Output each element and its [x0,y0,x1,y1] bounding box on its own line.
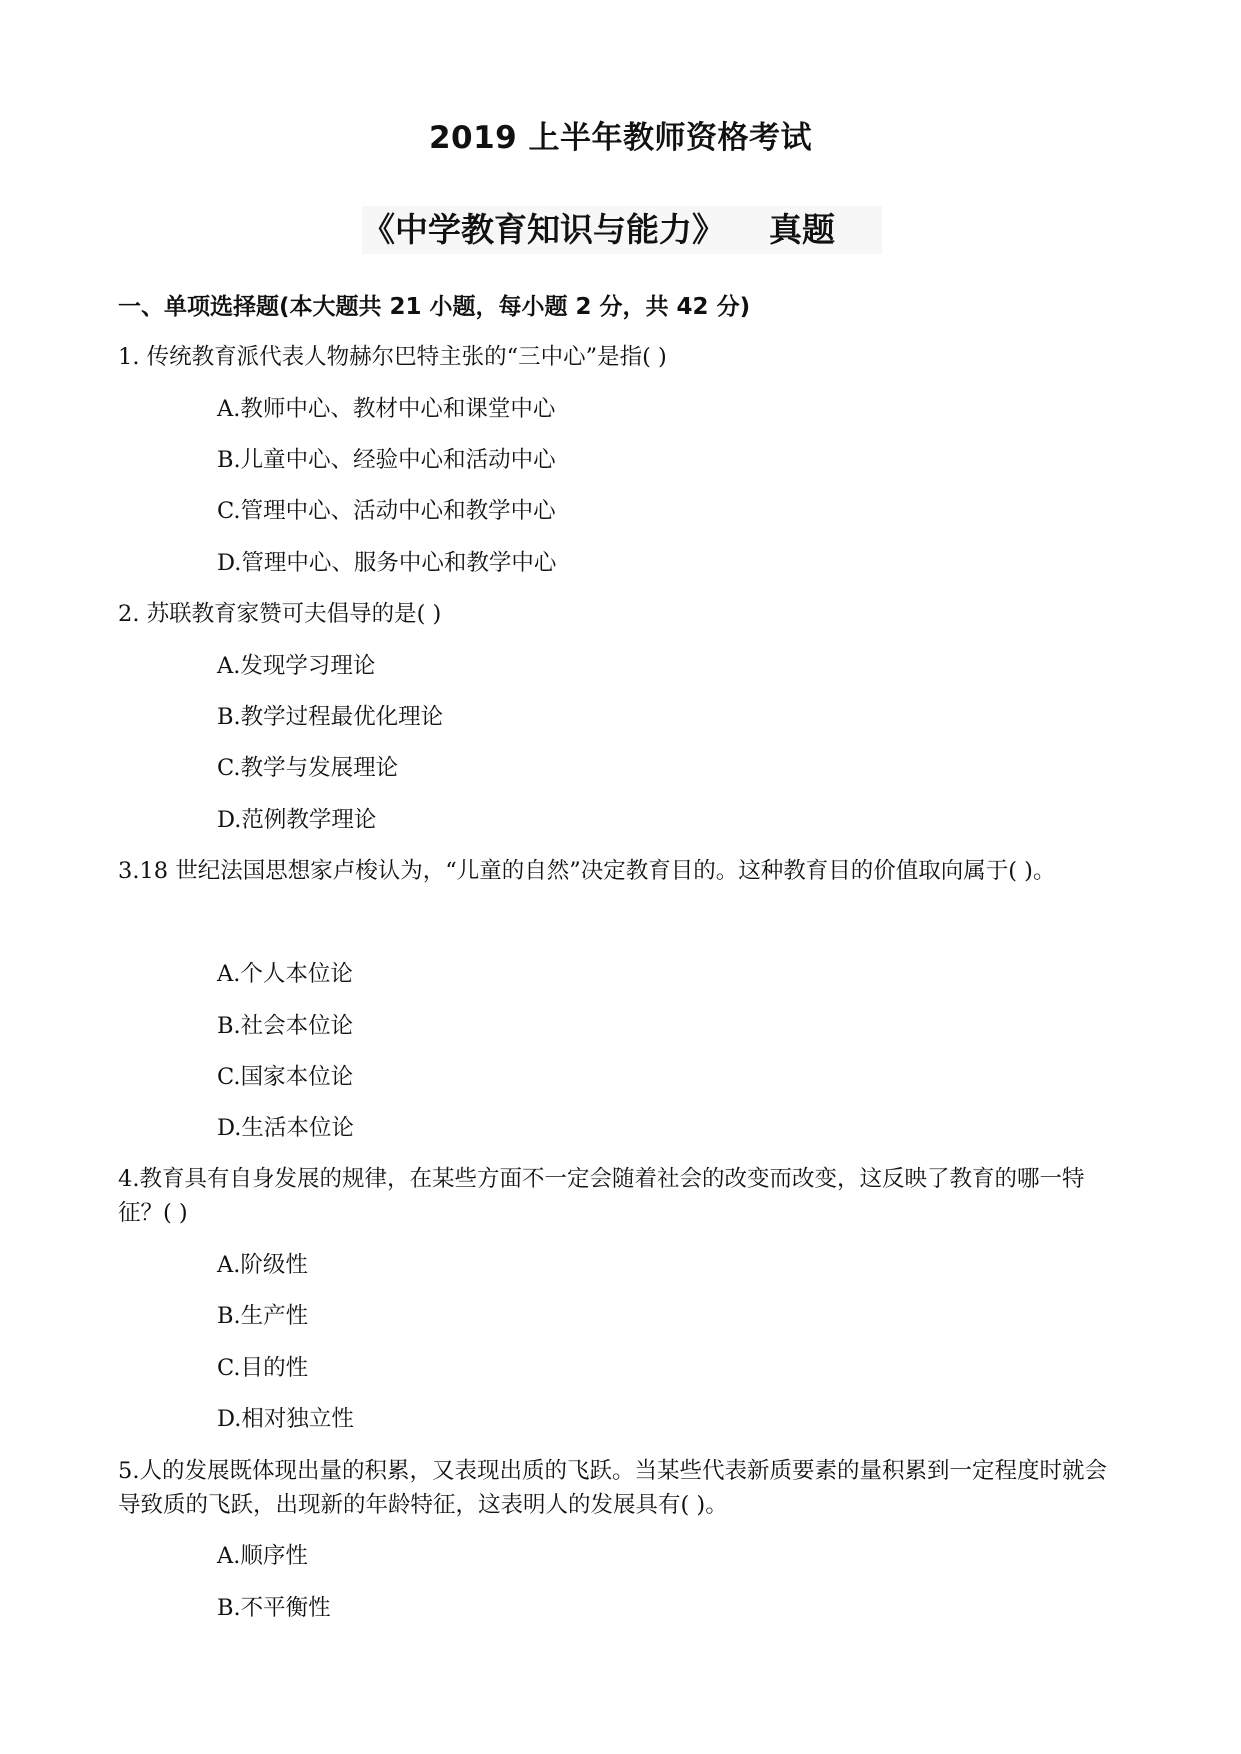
subtitle-label: 真题 [769,210,835,249]
question-option: D.管理中心、服务中心和教学中心 [217,550,557,576]
document-subtitle [362,206,882,254]
question-option: A.发现学习理论 [217,653,376,679]
question-option: D.相对独立性 [217,1406,354,1432]
question-option: A.个人本位论 [217,961,353,987]
question-option: B.社会本位论 [217,1013,354,1039]
question-option: B.不平衡性 [217,1595,331,1621]
question-stem: 5.人的发展既体现出量的积累，又表现出质的飞跃。当某些代表新质要素的量积累到一定程度时就会导致质的飞跃，出现新的年龄特征，这表明人的发展具有( )。 [118,1458,1107,1518]
subtitle-book-name: 《中学教育知识与能力》 [362,210,725,249]
question-option: C.管理中心、活动中心和教学中心 [217,498,556,524]
question-option: B.教学过程最优化理论 [217,704,444,730]
question-option: B.生产性 [217,1303,309,1329]
question-option: A.顺序性 [217,1543,308,1569]
question-option: A.教师中心、教材中心和课堂中心 [217,396,556,422]
question-option: A.阶级性 [217,1252,308,1278]
question-option: C.教学与发展理论 [217,755,399,781]
question-option: B.儿童中心、经验中心和活动中心 [217,447,556,473]
question-option: D.范例教学理论 [217,807,377,833]
document-title: 2019 上半年教师资格考试 [428,120,813,156]
question-stem: 3.18 世纪法国思想家卢梭认为，“儿童的自然”决定教育目的。这种教育目的价值取向属于( )。 [118,858,1056,884]
question-option: D.生活本位论 [217,1115,354,1141]
question-stem: 1. 传统教育派代表人物赫尔巴特主张的“三中心”是指( ) [118,344,667,370]
question-option: C.国家本位论 [217,1064,354,1090]
question-option: C.目的性 [217,1355,309,1381]
question-stem: 4.教育具有自身发展的规律，在某些方面不一定会随着社会的改变而改变，这反映了教育的哪一特征？( ) [118,1166,1085,1226]
section-heading: 一、单项选择题(本大题共 21 小题，每小题 2 分，共 42 分) [118,294,751,320]
question-stem: 2. 苏联教育家赞可夫倡导的是( ) [118,601,442,627]
